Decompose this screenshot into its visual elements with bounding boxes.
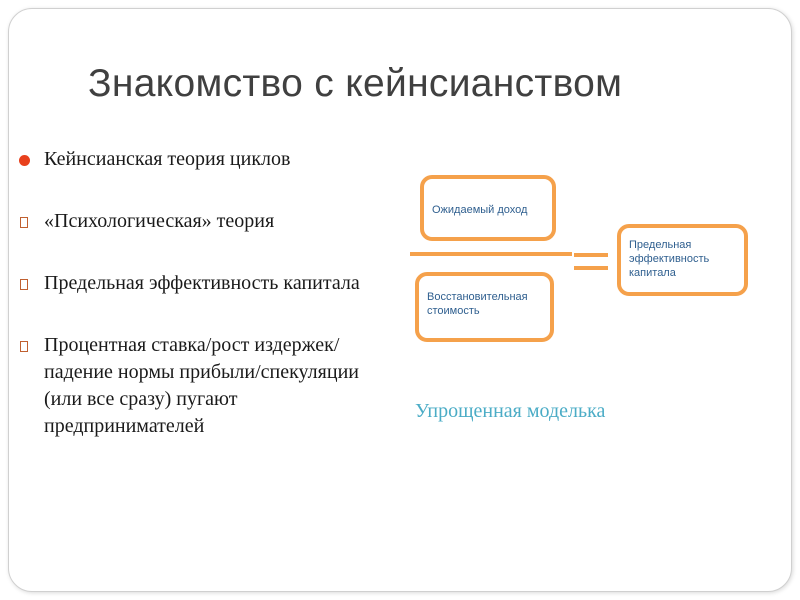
denominator-box	[415, 272, 554, 342]
bullet-text: Предельная эффективность капитала	[44, 272, 360, 294]
diagram-caption: Упрощенная моделька	[415, 400, 606, 422]
equals-sign-top	[574, 253, 608, 257]
fraction-bar	[410, 252, 572, 256]
bullet-text: Процентная ставка/рост издержек/падение нормы прибыли/спекуляции (или все сразу) пугают предпринимателей	[44, 334, 359, 437]
numerator-box	[420, 175, 556, 241]
slide-title: Знакомство с кейнсианством	[88, 62, 623, 105]
bullet-text: Кейнсианская теория циклов	[44, 148, 291, 170]
equals-sign-bottom	[574, 266, 608, 270]
result-label: Предельная эффективность капитала	[629, 239, 710, 279]
numerator-label: Ожидаемый доход	[432, 204, 528, 216]
result-box	[617, 224, 748, 296]
bullet-text: «Психологическая» теория	[44, 210, 275, 232]
denominator-label: Восстановительная стоимость	[427, 291, 528, 317]
